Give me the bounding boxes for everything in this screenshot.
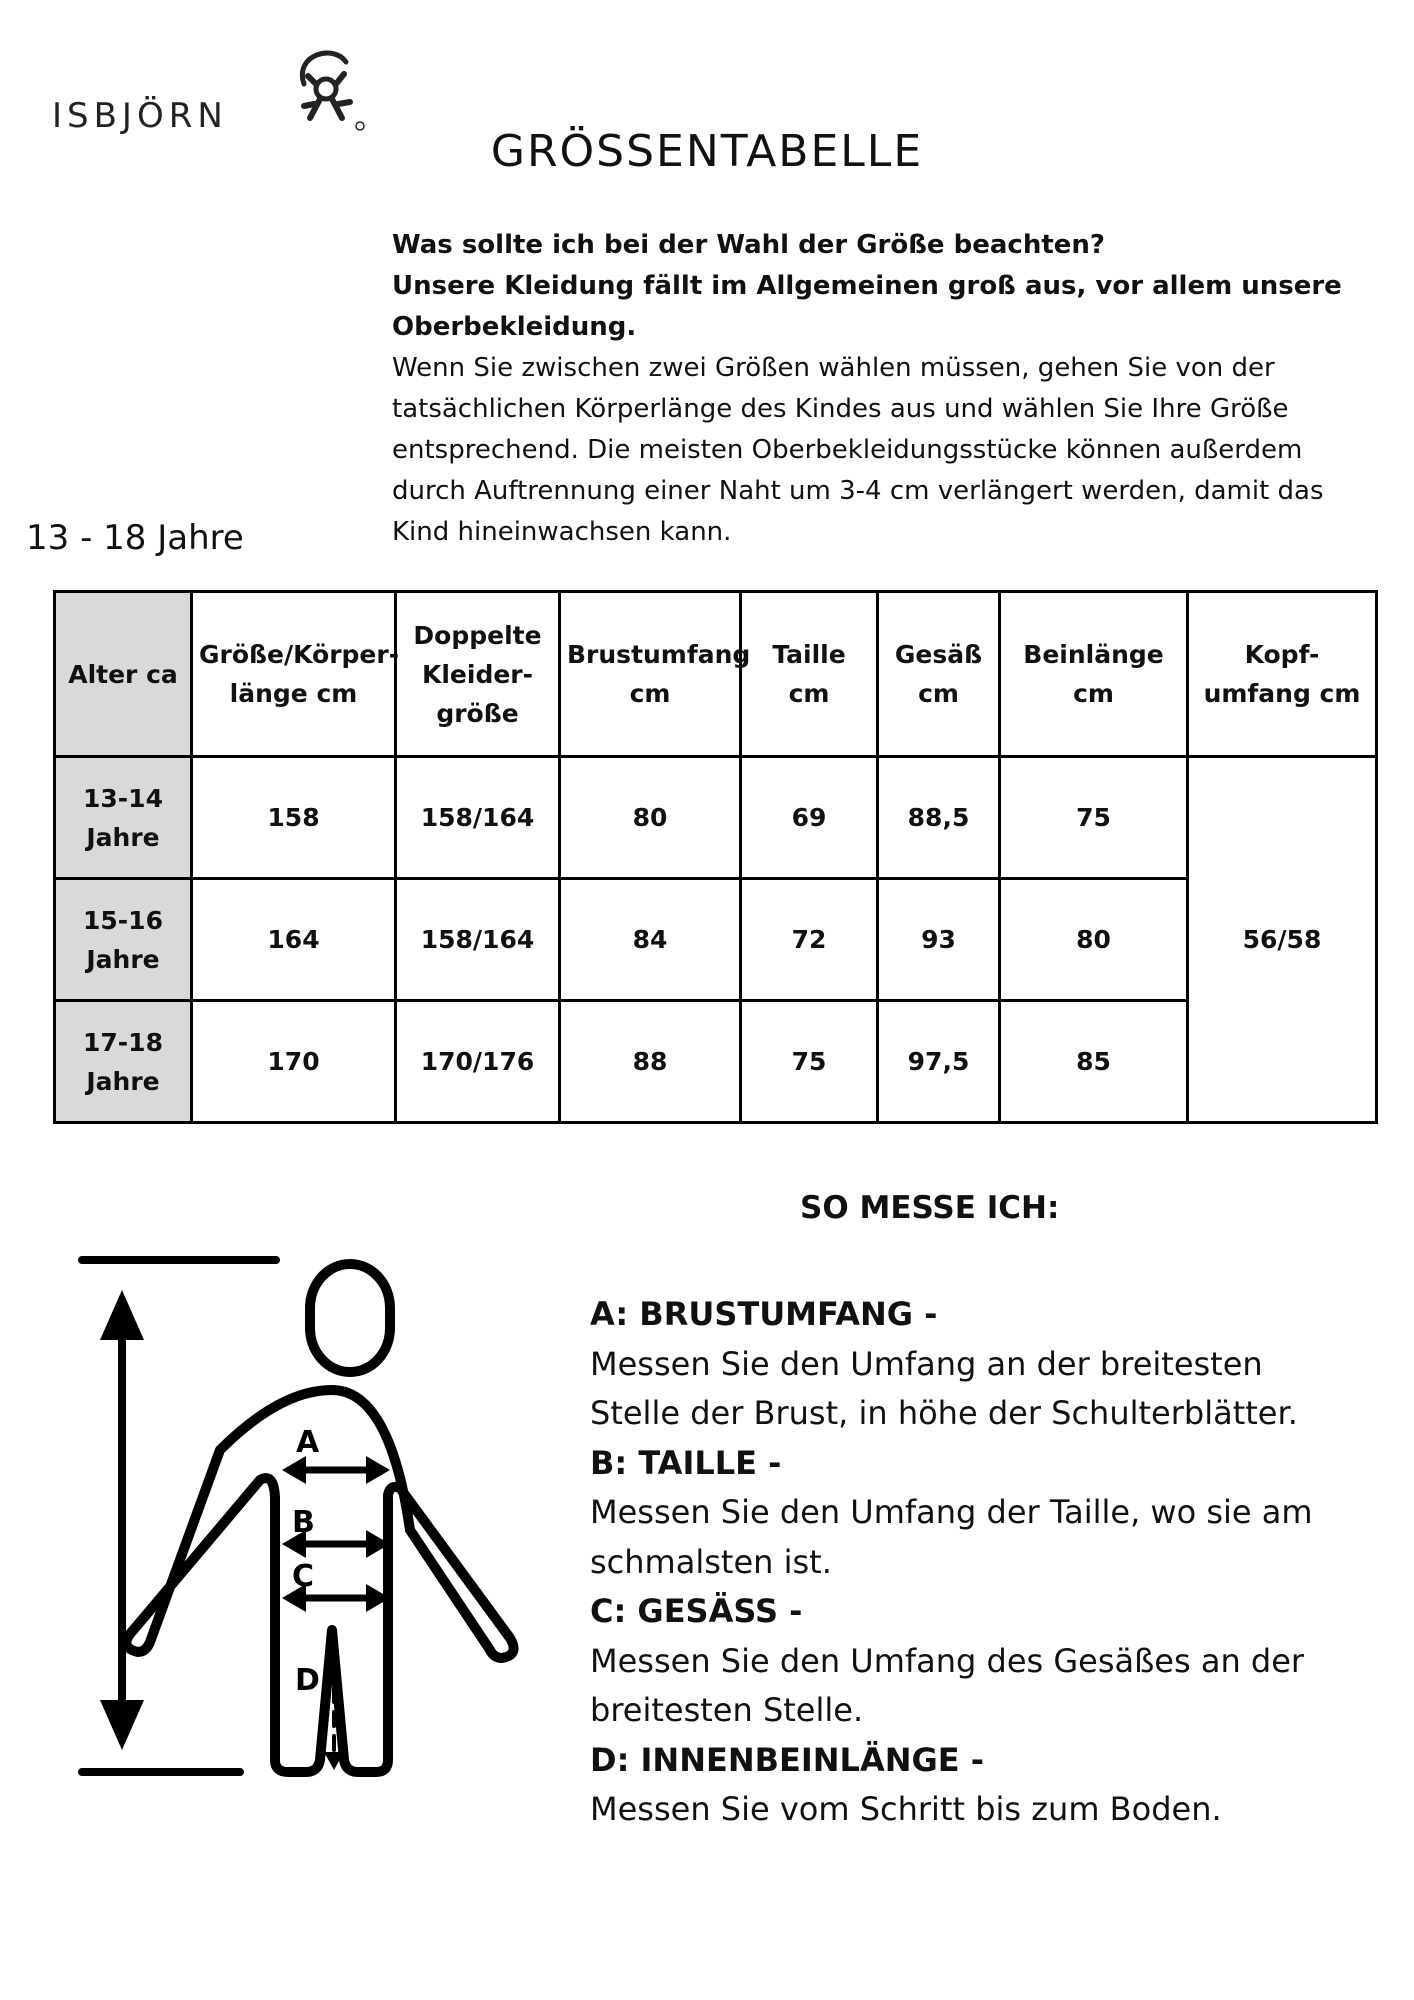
table-row [55, 879, 1377, 1001]
intro-body: Wenn Sie zwischen zwei Größen wählen müssen, gehen Sie von der tatsächlichen Körperlänge des Kindes aus und wählen Sie Ihre Größe entsprechend. Die meisten Oberbekleidungsstücke können außerdem durch Auftrennung einer Naht um 3-4 cm verlängert werden, damit das Kind hineinwachsen kann. [392, 353, 1324, 547]
cell-double-size: 158/164 [396, 879, 560, 1001]
cell-hips: 88,5 [878, 757, 1000, 879]
measure-text-inseam: Messen Sie vom Schritt bis zum Boden. [590, 1790, 1222, 1828]
cell-hips: 97,5 [878, 1001, 1000, 1123]
cell-double-size: 170/176 [396, 1001, 560, 1123]
head-outline [310, 1264, 390, 1372]
cell-chest: 84 [560, 879, 741, 1001]
cell-age: 17-18 Jahre [55, 1001, 192, 1123]
table-row [55, 1001, 1377, 1123]
measure-text-chest: Messen Sie den Umfang an der breitesten Stelle der Brust, in höhe der Schulterblätter. [590, 1344, 1298, 1432]
cell-waist: 75 [741, 1001, 878, 1123]
arrow-up-head [100, 1290, 144, 1340]
measure-heading-inseam: D: INNENBEINLÄNGE - [590, 1740, 985, 1779]
cell-height: 170 [192, 1001, 396, 1123]
col-header-waist: Taille cm [741, 592, 878, 757]
measure-instructions [590, 1290, 1330, 1835]
measure-heading-waist: B: TAILLE - [590, 1443, 782, 1482]
cell-head: 56/58 [1188, 757, 1377, 1123]
label-d: D [295, 1663, 320, 1698]
col-header-head: Kopf-umfang cm [1188, 592, 1377, 757]
table-row [55, 757, 1377, 879]
intro-question: Was sollte ich bei der Wahl der Größe beachten? [392, 230, 1105, 260]
measure-text-hips: Messen Sie den Umfang des Gesäßes an der breitesten Stelle. [590, 1641, 1305, 1729]
cell-height: 158 [192, 757, 396, 879]
cell-leg: 75 [1000, 757, 1188, 879]
cell-age: 15-16 Jahre [55, 879, 192, 1001]
size-table [53, 590, 1378, 1124]
cell-height: 164 [192, 879, 396, 1001]
col-header-chest: Brustumfang cm [560, 592, 741, 757]
label-b: B [292, 1505, 315, 1540]
cell-chest: 88 [560, 1001, 741, 1123]
cell-chest: 80 [560, 757, 741, 879]
measure-text-waist: Messen Sie den Umfang der Taille, wo sie am schmalsten ist. [590, 1493, 1313, 1581]
cell-leg: 85 [1000, 1001, 1188, 1123]
page-title: GRÖSSENTABELLE [490, 126, 924, 177]
cell-double-size: 158/164 [396, 757, 560, 879]
cell-age: 13-14 Jahre [55, 757, 192, 879]
col-header-height: Größe/Körper-länge cm [192, 592, 396, 757]
measure-heading-hips: C: GESÄSS - [590, 1592, 803, 1630]
cell-leg: 80 [1000, 879, 1188, 1001]
measure-heading-chest: A: BRUSTUMFANG - [590, 1295, 938, 1333]
col-header-hips: Gesäß cm [878, 592, 1000, 757]
intro-text [392, 225, 1372, 553]
cell-hips: 93 [878, 879, 1000, 1001]
body-measurement-diagram [70, 1240, 550, 1800]
cell-waist: 72 [741, 879, 878, 1001]
measure-title: SO MESSE ICH: [800, 1190, 1060, 1226]
label-c: C [292, 1559, 315, 1594]
arrow-down-head [100, 1700, 144, 1750]
col-header-age: Alter ca [55, 592, 192, 757]
cell-waist: 69 [741, 757, 878, 879]
brand-name: ISBJÖRN [52, 96, 228, 136]
label-a: A [296, 1425, 320, 1460]
col-header-double-size: Doppelte Kleider-größe [396, 592, 560, 757]
body-outline [126, 1390, 513, 1772]
intro-note: Unsere Kleidung fällt im Allgemeinen groß aus, vor allem unsere Oberbekleidung. [392, 271, 1342, 342]
table-header-row [55, 592, 1377, 757]
col-header-leg: Beinlänge cm [1000, 592, 1188, 757]
age-range-heading: 13 - 18 Jahre [26, 518, 244, 558]
